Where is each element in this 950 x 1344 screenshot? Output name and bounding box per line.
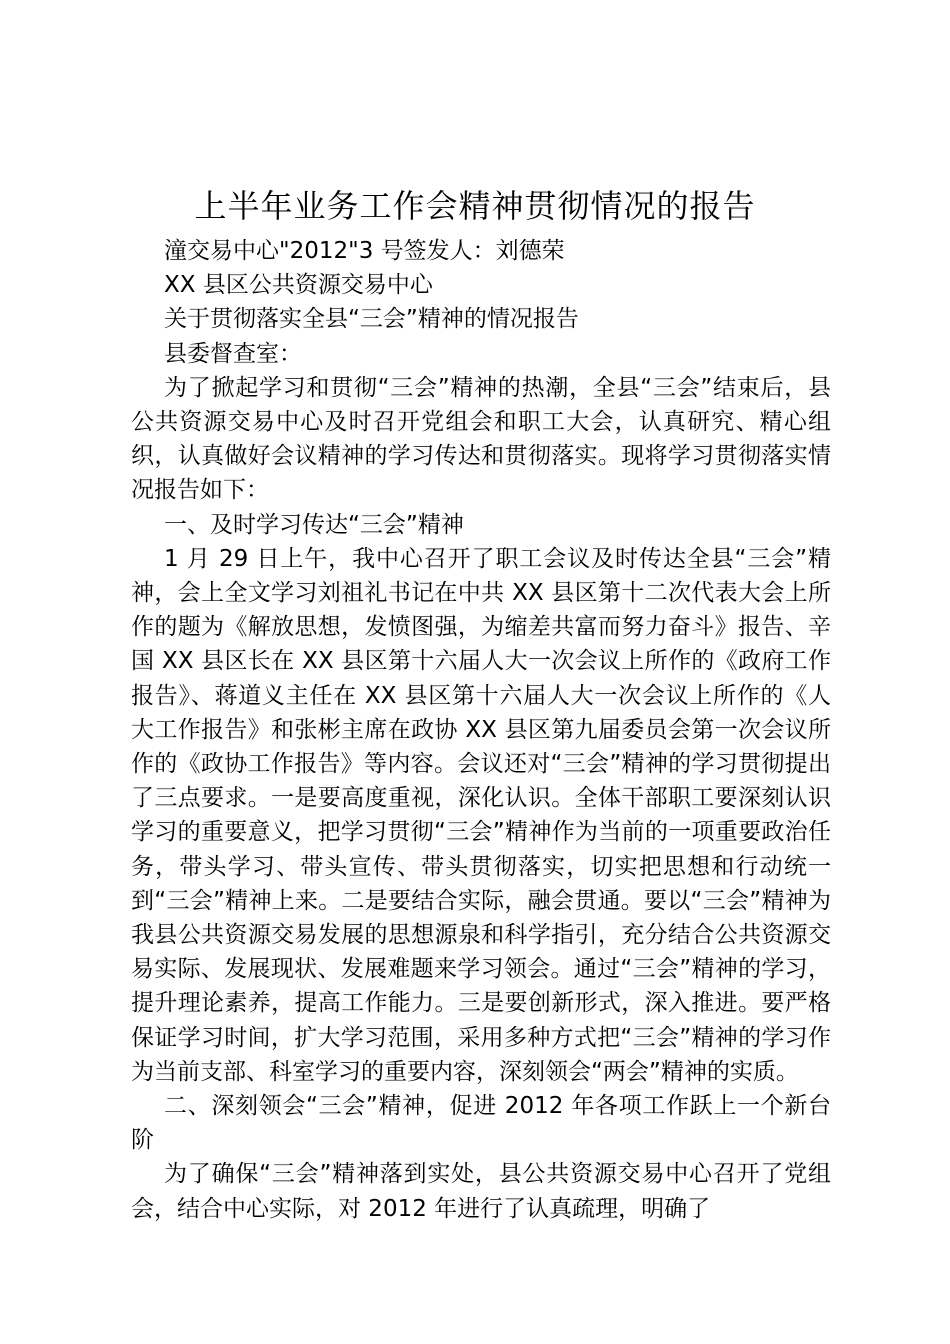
- section-1-paragraph: 1 月 29 日上午，我中心召开了职工会议及时传达全县“三会”精神，会上全文学习刘祖礼书记在中共 XX 县区第十二次代表大会上所作的题为《解放思想，发愤图强，为缩差共富而努力奋斗》报告、辛国 XX 县区长在 XX 县区第十六届人大一次会议上所作的《政府工作报告》、蒋道义主任在 XX 县区第十六届人大一次会议上所作的《人大工作报告》和张彬主席在政协 XX 县区第九届委员会第一次会议所作的《政协工作报告》等内容。会议还对“三会”精神的学习贯彻提出了三点要求。一是要高度重视，深化认识。全体干部职工要深刻认识学习的重要意义，把学习贯彻“三会”精神作为当前的一项重要政治任务，带头学习、带头宣传、带头贯彻落实，切实把思想和行动统一到“三会”精神上来。二是要结合实际，融会贯通。要以“三会”精神为我县公共资源交易发展的思想源泉和科学指引，充分结合公共资源交易实际、发展现状、发展难题来学习领会。通过“三会”精神的学习，提升理论素养，提高工作能力。三是要创新形式，深入推进。要严格保证学习时间，扩大学习范围，采用多种方式把“三会”精神的学习作为当前支部、科室学习的重要内容，深刻领会“两会”精神的实质。: [131, 545, 831, 1085]
- document-body: [131, 234, 831, 1226]
- section-heading-1: 一、及时学习传达“三会”精神: [164, 511, 464, 538]
- issuing-organization: XX 县区公共资源交易中心: [164, 272, 433, 299]
- document-title: 上半年业务工作会精神贯彻情况的报告: [194, 187, 756, 225]
- section-heading-2: 二、深刻领会“三会”精神，促进 2012 年各项工作跃上一个新台阶: [131, 1093, 831, 1154]
- issue-number-line: 潼交易中心"2012"3 号签发人：刘德荣: [164, 238, 565, 264]
- section-2-paragraph: 为了确保“三会”精神落到实处，县公共资源交易中心召开了党组会，结合中心实际，对 2012 年进行了认真疏理，明确了: [131, 1161, 831, 1222]
- intro-paragraph: 为了掀起学习和贯彻“三会”精神的热潮，全县“三会”结束后，县公共资源交易中心及时召开党组会和职工大会，认真研究、精心组织，认真做好会议精神的学习传达和贯彻落实。现将学习贯彻落实情况报告如下：: [131, 374, 831, 504]
- addressee: 县委督查室：: [164, 340, 302, 367]
- report-subject: 关于贯彻落实全县“三会”精神的情况报告: [164, 306, 579, 333]
